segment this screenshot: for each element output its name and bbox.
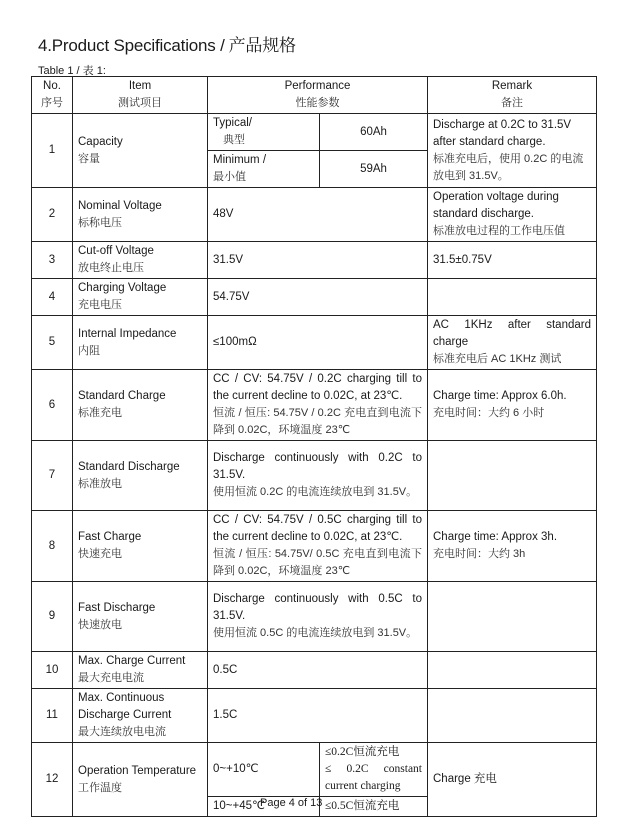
- row-item: Standard Discharge 标准放电: [73, 441, 208, 511]
- row-item: Capacity 容量: [73, 114, 208, 188]
- title-en: 4.Product Specifications /: [38, 36, 225, 55]
- row-remark: Discharge at 0.2C to 31.5V after standard charge. 标准充电后，使用 0.2C 的电流放电到 31.5V。: [428, 114, 597, 188]
- row-no: 8: [32, 511, 73, 582]
- header-no: No. 序号: [32, 77, 73, 114]
- row-remark: [428, 279, 597, 316]
- row-performance: ≤100mΩ: [208, 316, 428, 370]
- row-no: 7: [32, 441, 73, 511]
- row-no: 2: [32, 188, 73, 242]
- table-row: [32, 279, 597, 316]
- table-header: [32, 77, 597, 114]
- row-no: 12: [32, 743, 73, 817]
- row-item: Standard Charge 标准充电: [73, 370, 208, 441]
- row-item: Operation Temperature 工作温度: [73, 743, 208, 817]
- sub-label: Typical/ 典型: [208, 114, 320, 151]
- title-cn: 产品规格: [228, 36, 296, 55]
- row-no: 5: [32, 316, 73, 370]
- sub-value: 60Ah: [320, 114, 428, 151]
- page-footer: Page 4 of 13: [260, 797, 323, 809]
- table-row: [32, 689, 597, 743]
- table-row: [32, 652, 597, 689]
- row-remark: Charge time: Approx 6.0h. 充电时间：大约 6 小时: [428, 370, 597, 441]
- table-row: [32, 743, 597, 797]
- row-performance: 0.5C: [208, 652, 428, 689]
- row-performance: 31.5V: [208, 242, 428, 279]
- table-row: [32, 511, 597, 582]
- row-no: 9: [32, 582, 73, 652]
- row-item: Fast Discharge 快速放电: [73, 582, 208, 652]
- row-performance: 48V: [208, 188, 428, 242]
- row-performance: Discharge continuously with 0.5C to 31.5V. 使用恒流 0.5C 的电流连续放电到 31.5V。: [208, 582, 428, 652]
- temp-condition: ≤0.5C恒流充电: [320, 797, 428, 817]
- temp-range: 0~+10℃: [208, 743, 320, 797]
- sub-label: Minimum / 最小值: [208, 151, 320, 188]
- sub-value: 59Ah: [320, 151, 428, 188]
- row-no: 6: [32, 370, 73, 441]
- row-remark: 31.5±0.75V: [428, 242, 597, 279]
- row-item: Max. Charge Current 最大充电电流: [73, 652, 208, 689]
- row-performance: CC / CV: 54.75V / 0.5C charging till to the current decline to 0.02C, at 23℃. 恒流 / 恒压: 54.75V/ 0.5C 充电直到电流下降到 0.02C，环境温度 23℃: [208, 511, 428, 582]
- table-row: [32, 242, 597, 279]
- table-row: [32, 441, 597, 511]
- row-performance: Discharge continuously with 0.2C to 31.5V. 使用恒流 0.2C 的电流连续放电到 31.5V。: [208, 441, 428, 511]
- row-remark: [428, 582, 597, 652]
- row-no: 4: [32, 279, 73, 316]
- row-remark: [428, 689, 597, 743]
- row-performance: 1.5C: [208, 689, 428, 743]
- row-performance: CC / CV: 54.75V / 0.2C charging till to the current decline to 0.02C, at 23℃. 恒流 / 恒压: 54.75V / 0.2C 充电直到电流下降到 0.02C，环境温度 23℃: [208, 370, 428, 441]
- table-caption: Table 1 / 表 1:: [38, 65, 106, 77]
- row-remark: AC 1KHz after standard charge 标准充电后 AC 1KHz 测试: [428, 316, 597, 370]
- row-remark: Charge time: Approx 3h. 充电时间：大约 3h: [428, 511, 597, 582]
- row-item: Max. Continuous Discharge Current 最大连续放电电流: [73, 689, 208, 743]
- table-row: [32, 316, 597, 370]
- page-title: [38, 31, 296, 56]
- row-remark: [428, 441, 597, 511]
- row-performance: 54.75V: [208, 279, 428, 316]
- spec-table: [31, 76, 597, 817]
- row-no: 11: [32, 689, 73, 743]
- row-item: Cut-off Voltage 放电终止电压: [73, 242, 208, 279]
- row-remark: [428, 652, 597, 689]
- row-no: 1: [32, 114, 73, 188]
- row-item: Charging Voltage 充电电压: [73, 279, 208, 316]
- temp-range: 10~+45℃: [208, 797, 320, 817]
- table-row: [32, 114, 597, 151]
- row-item: Internal Impedance 内阻: [73, 316, 208, 370]
- header-item: Item 测试项目: [73, 77, 208, 114]
- temp-condition: ≤0.2C恒流充电 ≤ 0.2C constant current charging: [320, 743, 428, 797]
- row-item: Nominal Voltage 标称电压: [73, 188, 208, 242]
- table-row: [32, 370, 597, 441]
- row-no: 10: [32, 652, 73, 689]
- header-remark: Remark 备注: [428, 77, 597, 114]
- row-no: 3: [32, 242, 73, 279]
- row-item: Fast Charge 快速充电: [73, 511, 208, 582]
- table-row: [32, 188, 597, 242]
- table-row: [32, 582, 597, 652]
- row-remark: Operation voltage during standard discharge. 标准放电过程的工作电压值: [428, 188, 597, 242]
- row-remark: Charge 充电: [428, 743, 597, 817]
- header-performance: Performance 性能参数: [208, 77, 428, 114]
